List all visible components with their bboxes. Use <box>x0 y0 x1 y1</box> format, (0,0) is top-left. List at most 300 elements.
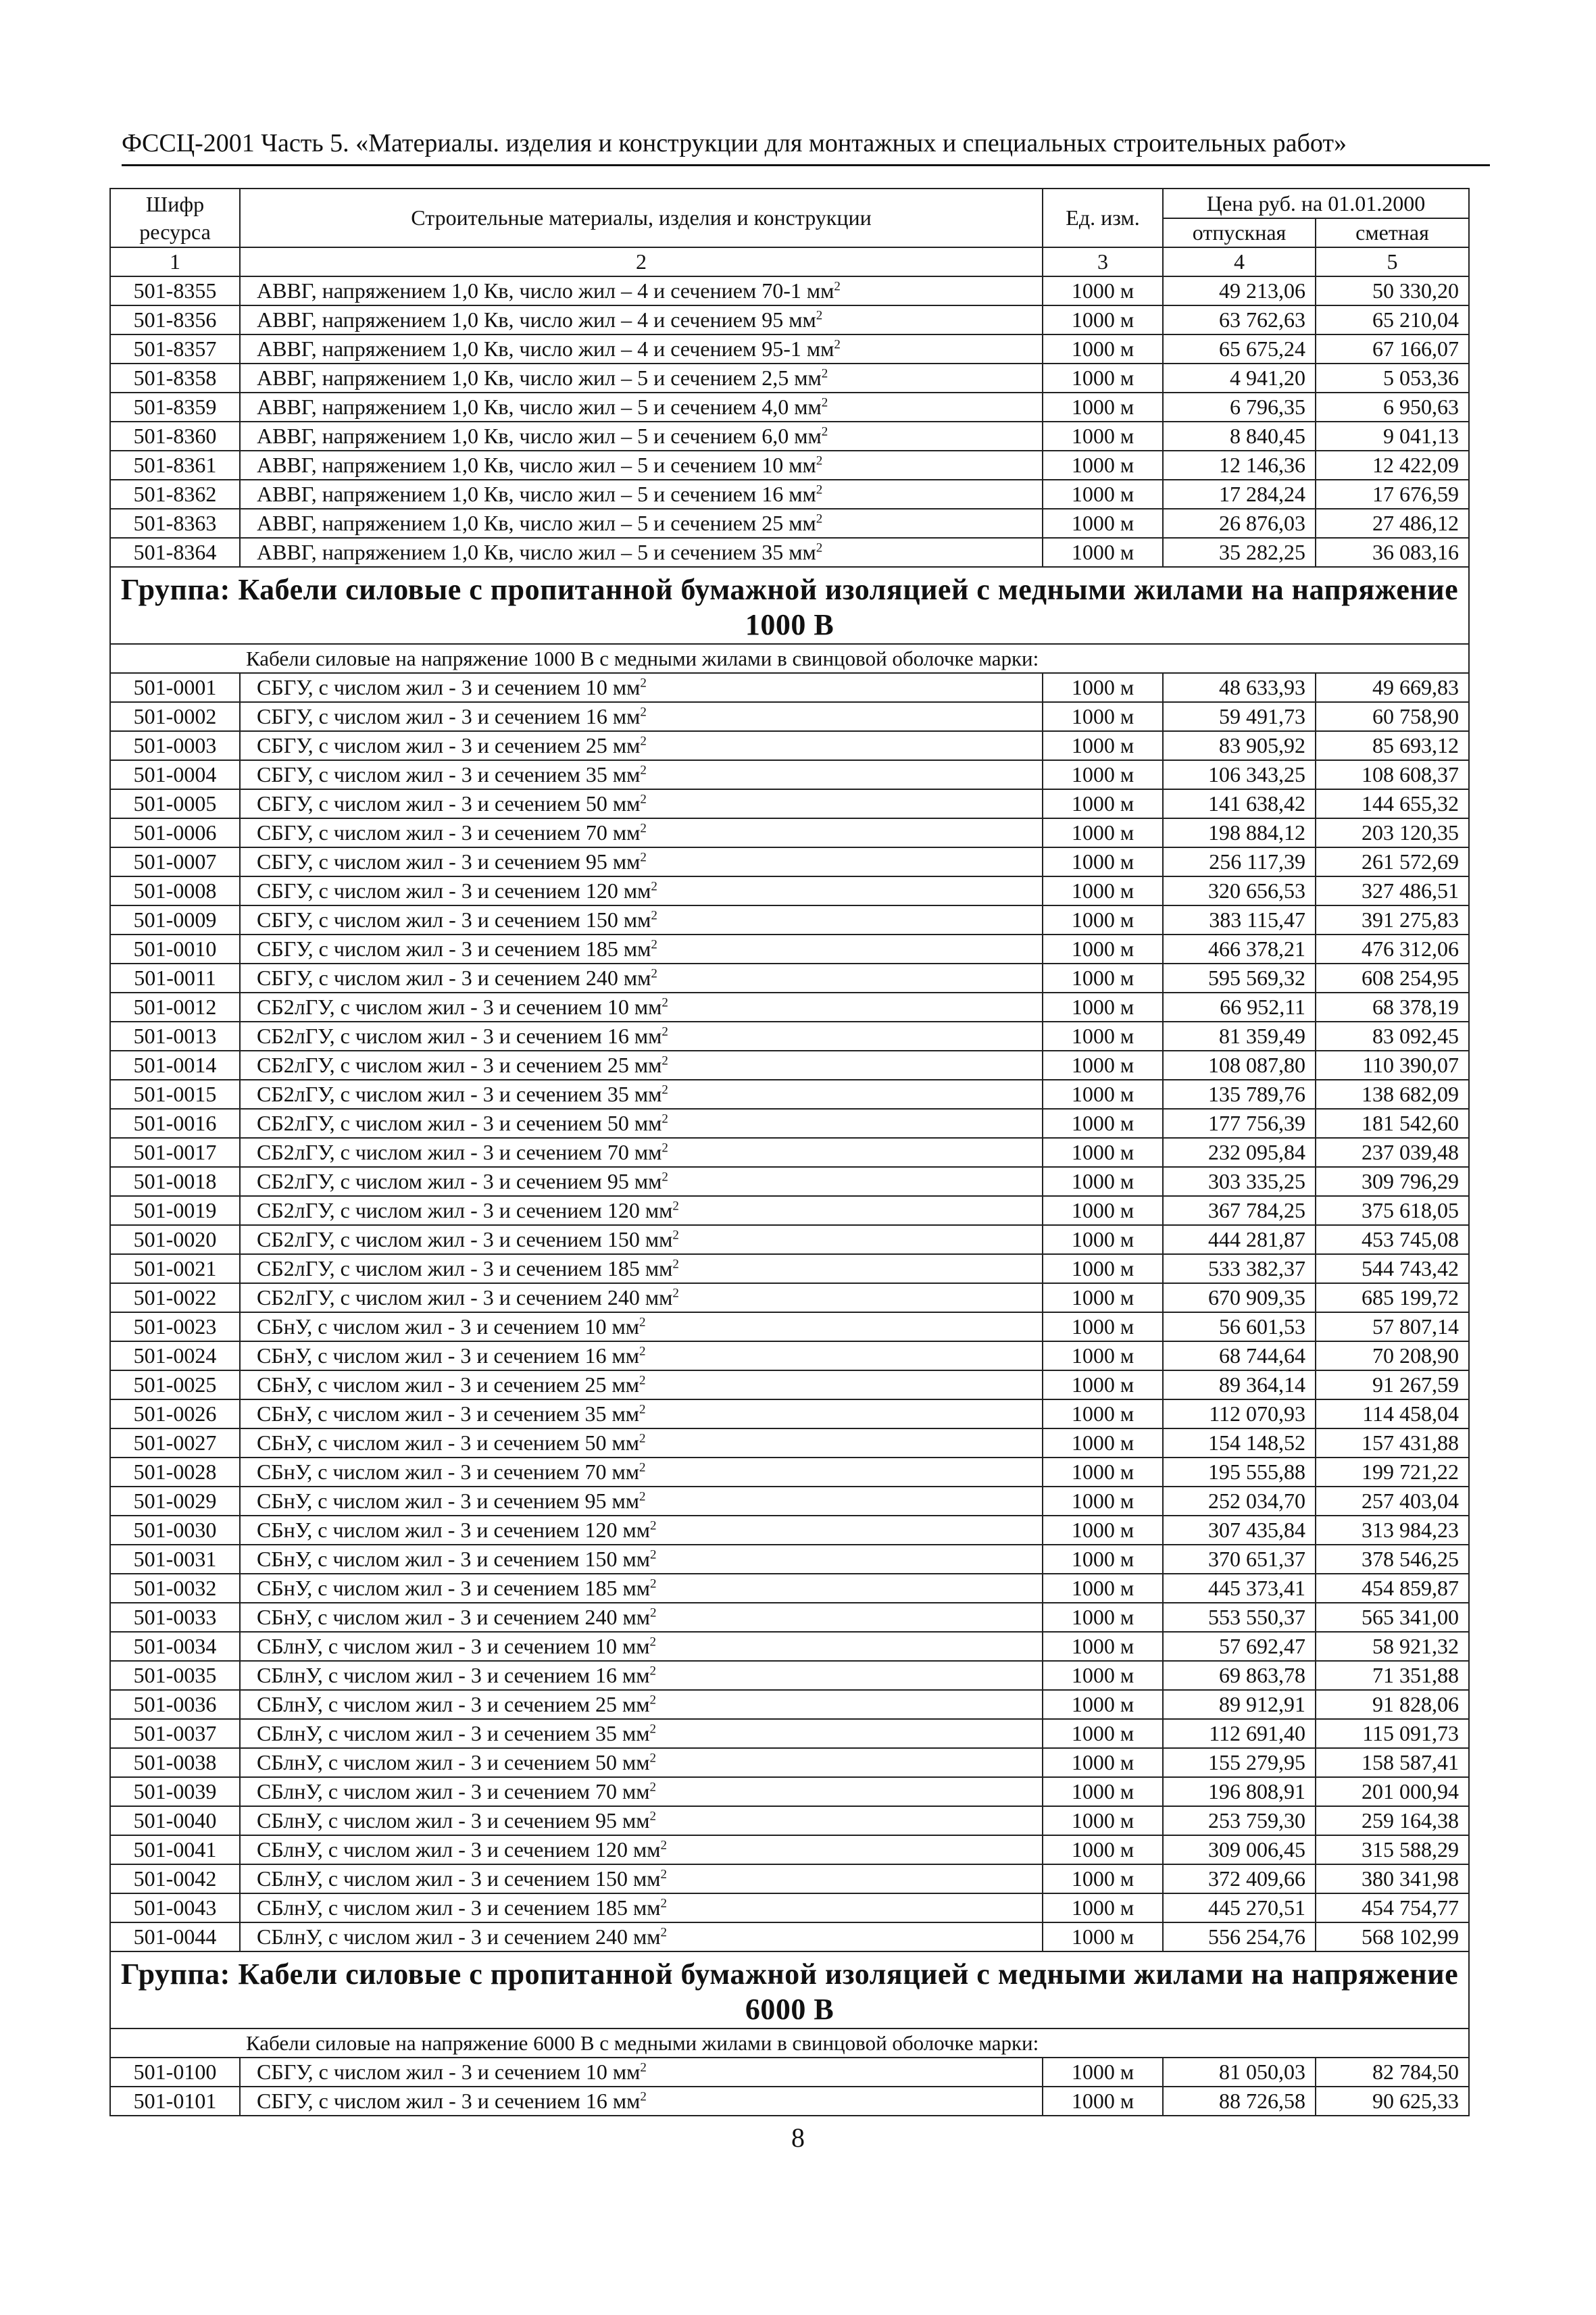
material-name-text: СБнУ, с числом жил - 3 и сечением 35 мм <box>257 1401 639 1426</box>
unit-exponent: 2 <box>821 366 828 381</box>
estimate-price: 327 486,51 <box>1316 876 1469 905</box>
material-name <box>240 964 1043 993</box>
release-price: 444 281,87 <box>1163 1225 1316 1254</box>
material-name-text: СБлнУ, с числом жил - 3 и сечением 70 мм <box>257 1779 650 1803</box>
table-row <box>110 364 1469 393</box>
material-name-text: СБГУ, с числом жил - 3 и сечением 120 мм <box>257 878 651 903</box>
resource-code: 501-0011 <box>110 964 240 993</box>
release-price: 556 254,76 <box>1163 1922 1316 1951</box>
material-name <box>240 1283 1043 1312</box>
resource-code: 501-0036 <box>110 1690 240 1719</box>
unit-of-measure: 1000 м <box>1043 935 1163 964</box>
unit-of-measure: 1000 м <box>1043 451 1163 480</box>
estimate-price: 108 608,37 <box>1316 760 1469 789</box>
estimate-price: 454 754,77 <box>1316 1893 1469 1922</box>
estimate-price: 58 921,32 <box>1316 1632 1469 1661</box>
table-row <box>110 1196 1469 1225</box>
unit-exponent: 2 <box>672 1228 679 1243</box>
material-name <box>240 1748 1043 1777</box>
release-price: 108 087,80 <box>1163 1051 1316 1080</box>
unit-exponent: 2 <box>660 1838 668 1853</box>
table-row <box>110 876 1469 905</box>
table-row <box>110 1370 1469 1399</box>
material-name-text: СБлнУ, с числом жил - 3 и сечением 16 мм <box>257 1663 650 1687</box>
table-row <box>110 673 1469 702</box>
unit-of-measure: 1000 м <box>1043 1283 1163 1312</box>
unit-exponent: 2 <box>649 1809 657 1824</box>
material-name-text: АВВГ, напряжением 1,0 Кв, число жил – 5 и сечением 35 мм <box>257 540 816 564</box>
material-name <box>240 393 1043 422</box>
table-row <box>110 1777 1469 1806</box>
unit-exponent: 2 <box>649 1780 657 1795</box>
unit-exponent: 2 <box>640 792 647 807</box>
unit-of-measure: 1000 м <box>1043 1312 1163 1341</box>
table-row <box>110 422 1469 451</box>
material-name <box>240 1632 1043 1661</box>
table-row <box>110 1632 1469 1661</box>
unit-of-measure: 1000 м <box>1043 1051 1163 1080</box>
unit-exponent: 2 <box>834 337 841 352</box>
release-price: 445 270,51 <box>1163 1893 1316 1922</box>
estimate-price: 114 458,04 <box>1316 1399 1469 1428</box>
table-row <box>110 480 1469 509</box>
unit-of-measure: 1000 м <box>1043 1196 1163 1225</box>
group-subtitle-row <box>110 2028 1469 2058</box>
resource-code: 501-0003 <box>110 731 240 760</box>
material-name-text: СБ2лГУ, с числом жил - 3 и сечением 150 мм <box>257 1227 673 1251</box>
material-name-text: СБ2лГУ, с числом жил - 3 и сечением 50 мм <box>257 1111 662 1135</box>
column-number: 3 <box>1043 247 1163 276</box>
material-name-text: СБлнУ, с числом жил - 3 и сечением 120 мм <box>257 1837 661 1862</box>
unit-exponent: 2 <box>834 279 841 294</box>
unit-of-measure: 1000 м <box>1043 673 1163 702</box>
table-row <box>110 1922 1469 1951</box>
unit-of-measure: 1000 м <box>1043 1370 1163 1399</box>
unit-of-measure: 1000 м <box>1043 876 1163 905</box>
material-name-text: СБнУ, с числом жил - 3 и сечением 185 мм <box>257 1576 650 1600</box>
group-title-row <box>110 567 1469 644</box>
table-header-row <box>110 189 1469 218</box>
estimate-price: 203 120,35 <box>1316 818 1469 847</box>
material-name-text: АВВГ, напряжением 1,0 Кв, число жил – 5 и сечением 4,0 мм <box>257 395 822 419</box>
material-name <box>240 847 1043 876</box>
resource-code: 501-0014 <box>110 1051 240 1080</box>
material-name <box>240 1080 1043 1109</box>
table-row <box>110 1254 1469 1283</box>
material-name-text: СБнУ, с числом жил - 3 и сечением 150 мм <box>257 1547 650 1571</box>
release-price: 89 364,14 <box>1163 1370 1316 1399</box>
resource-code: 501-0044 <box>110 1922 240 1951</box>
resource-code: 501-0012 <box>110 993 240 1022</box>
resource-code: 501-0010 <box>110 935 240 964</box>
unit-exponent: 2 <box>650 1518 657 1533</box>
unit-of-measure: 1000 м <box>1043 1022 1163 1051</box>
resource-code: 501-8359 <box>110 393 240 422</box>
estimate-price: 17 676,59 <box>1316 480 1469 509</box>
unit-of-measure: 1000 м <box>1043 1080 1163 1109</box>
resource-code: 501-0013 <box>110 1022 240 1051</box>
material-name <box>240 1312 1043 1341</box>
release-price: 69 863,78 <box>1163 1661 1316 1690</box>
material-name <box>240 1225 1043 1254</box>
release-price: 553 550,37 <box>1163 1603 1316 1632</box>
unit-of-measure: 1000 м <box>1043 1167 1163 1196</box>
release-price: 66 952,11 <box>1163 993 1316 1022</box>
estimate-price: 313 984,23 <box>1316 1516 1469 1545</box>
table-row <box>110 509 1469 538</box>
unit-exponent: 2 <box>821 395 828 410</box>
unit-of-measure: 1000 м <box>1043 1254 1163 1283</box>
release-price: 112 691,40 <box>1163 1719 1316 1748</box>
estimate-price: 157 431,88 <box>1316 1428 1469 1458</box>
material-name <box>240 1428 1043 1458</box>
estimate-price: 85 693,12 <box>1316 731 1469 760</box>
material-name-text: СБ2лГУ, с числом жил - 3 и сечением 35 мм <box>257 1082 662 1106</box>
table-row <box>110 731 1469 760</box>
unit-exponent: 2 <box>651 966 657 981</box>
release-price: 56 601,53 <box>1163 1312 1316 1341</box>
release-price: 65 675,24 <box>1163 334 1316 364</box>
table-row <box>110 1864 1469 1893</box>
estimate-price: 91 828,06 <box>1316 1690 1469 1719</box>
unit-of-measure: 1000 м <box>1043 422 1163 451</box>
resource-code: 501-0007 <box>110 847 240 876</box>
resource-code: 501-0006 <box>110 818 240 847</box>
estimate-price: 5 053,36 <box>1316 364 1469 393</box>
table-row <box>110 702 1469 731</box>
estimate-price: 257 403,04 <box>1316 1487 1469 1516</box>
unit-of-measure: 1000 м <box>1043 480 1163 509</box>
group-subtitle: Кабели силовые на напряжение 6000 В с медными жилами в свинцовой оболочке марки: <box>110 2028 1469 2058</box>
material-name-text: АВВГ, напряжением 1,0 Кв, число жил – 4 и сечением 70-1 мм <box>257 278 834 303</box>
table-row <box>110 1051 1469 1080</box>
material-name <box>240 334 1043 364</box>
material-name <box>240 1370 1043 1399</box>
material-name-text: СБГУ, с числом жил - 3 и сечением 16 мм <box>257 704 641 728</box>
unit-of-measure: 1000 м <box>1043 1748 1163 1777</box>
unit-of-measure: 1000 м <box>1043 1603 1163 1632</box>
material-name <box>240 1341 1043 1370</box>
estimate-price: 261 572,69 <box>1316 847 1469 876</box>
table-row <box>110 905 1469 935</box>
unit-exponent: 2 <box>639 1315 646 1330</box>
unit-of-measure: 1000 м <box>1043 538 1163 567</box>
unit-exponent: 2 <box>672 1257 679 1272</box>
unit-of-measure: 1000 м <box>1043 1458 1163 1487</box>
unit-of-measure: 1000 м <box>1043 1864 1163 1893</box>
resource-code: 501-0034 <box>110 1632 240 1661</box>
table-row <box>110 1080 1469 1109</box>
estimate-price: 391 275,83 <box>1316 905 1469 935</box>
material-name <box>240 2087 1043 2116</box>
table-row <box>110 935 1469 964</box>
table-row <box>110 964 1469 993</box>
unit-of-measure: 1000 м <box>1043 905 1163 935</box>
unit-exponent: 2 <box>640 2060 647 2075</box>
price-table <box>109 188 1470 2116</box>
material-name <box>240 905 1043 935</box>
table-row <box>110 1022 1469 1051</box>
table-row <box>110 393 1469 422</box>
material-name <box>240 1399 1043 1428</box>
column-number: 2 <box>240 247 1043 276</box>
table-row <box>110 760 1469 789</box>
estimate-price: 67 166,07 <box>1316 334 1469 364</box>
material-name <box>240 1516 1043 1545</box>
group-subtitle-row <box>110 644 1469 673</box>
table-row <box>110 538 1469 567</box>
table-row <box>110 1545 1469 1574</box>
material-name-text: СБ2лГУ, с числом жил - 3 и сечением 10 мм <box>257 995 662 1019</box>
material-name <box>240 1254 1043 1283</box>
resource-code: 501-0100 <box>110 2058 240 2087</box>
unit-exponent: 2 <box>660 1867 668 1882</box>
material-name-text: СБГУ, с числом жил - 3 и сечением 35 мм <box>257 762 641 787</box>
unit-exponent: 2 <box>649 1693 657 1708</box>
unit-of-measure: 1000 м <box>1043 1632 1163 1661</box>
material-name <box>240 876 1043 905</box>
resource-code: 501-8358 <box>110 364 240 393</box>
material-name-text: СБГУ, с числом жил - 3 и сечением 70 мм <box>257 820 641 845</box>
unit-exponent: 2 <box>662 1082 668 1097</box>
release-price: 63 762,63 <box>1163 305 1316 334</box>
resource-code: 501-8362 <box>110 480 240 509</box>
release-price: 307 435,84 <box>1163 1516 1316 1545</box>
material-name <box>240 538 1043 567</box>
table-row <box>110 1806 1469 1835</box>
unit-exponent: 2 <box>816 453 823 468</box>
material-name <box>240 1835 1043 1864</box>
resource-code: 501-0039 <box>110 1777 240 1806</box>
material-name <box>240 1051 1043 1080</box>
resource-code: 501-0026 <box>110 1399 240 1428</box>
release-price: 48 633,93 <box>1163 673 1316 702</box>
resource-code: 501-0037 <box>110 1719 240 1748</box>
unit-exponent: 2 <box>649 1722 657 1737</box>
unit-exponent: 2 <box>816 482 823 497</box>
material-name-text: СБ2лГУ, с числом жил - 3 и сечением 70 мм <box>257 1140 662 1164</box>
unit-exponent: 2 <box>639 1373 646 1388</box>
material-name-text: СБлнУ, с числом жил - 3 и сечением 50 мм <box>257 1750 650 1774</box>
resource-code: 501-0027 <box>110 1428 240 1458</box>
price-table-body <box>110 189 1469 2116</box>
table-row <box>110 1603 1469 1632</box>
material-name <box>240 760 1043 789</box>
material-name-text: СБГУ, с числом жил - 3 и сечением 10 мм <box>257 675 641 699</box>
release-price: 595 569,32 <box>1163 964 1316 993</box>
unit-exponent: 2 <box>639 1402 646 1417</box>
estimate-price: 199 721,22 <box>1316 1458 1469 1487</box>
unit-of-measure: 1000 м <box>1043 1138 1163 1167</box>
estimate-price: 70 208,90 <box>1316 1341 1469 1370</box>
material-name-text: СБнУ, с числом жил - 3 и сечением 10 мм <box>257 1314 639 1339</box>
material-name-text: АВВГ, напряжением 1,0 Кв, число жил – 4 и сечением 95-1 мм <box>257 337 834 361</box>
unit-of-measure: 1000 м <box>1043 789 1163 818</box>
release-price: 112 070,93 <box>1163 1399 1316 1428</box>
material-name-text: СБ2лГУ, с числом жил - 3 и сечением 16 мм <box>257 1024 662 1048</box>
material-name-text: СБ2лГУ, с числом жил - 3 и сечением 95 мм <box>257 1169 662 1193</box>
resource-code: 501-0040 <box>110 1806 240 1835</box>
unit-of-measure: 1000 м <box>1043 1341 1163 1370</box>
estimate-price: 12 422,09 <box>1316 451 1469 480</box>
table-row <box>110 451 1469 480</box>
material-name <box>240 935 1043 964</box>
unit-exponent: 2 <box>650 1576 657 1591</box>
column-header-code: Шифр ресурса <box>110 189 240 247</box>
unit-exponent: 2 <box>640 705 647 720</box>
unit-of-measure: 1000 м <box>1043 731 1163 760</box>
estimate-price: 568 102,99 <box>1316 1922 1469 1951</box>
release-price: 256 117,39 <box>1163 847 1316 876</box>
release-price: 35 282,25 <box>1163 538 1316 567</box>
unit-of-measure: 1000 м <box>1043 1487 1163 1516</box>
unit-of-measure: 1000 м <box>1043 847 1163 876</box>
estimate-price: 36 083,16 <box>1316 538 1469 567</box>
unit-exponent: 2 <box>662 1170 668 1185</box>
estimate-price: 50 330,20 <box>1316 276 1469 305</box>
material-name <box>240 1022 1043 1051</box>
unit-exponent: 2 <box>639 1344 646 1359</box>
material-name <box>240 1864 1043 1893</box>
group-title-row <box>110 1951 1469 2028</box>
unit-of-measure: 1000 м <box>1043 364 1163 393</box>
material-name-text: СБ2лГУ, с числом жил - 3 и сечением 120 мм <box>257 1198 673 1222</box>
column-header-estimate: сметная <box>1316 218 1469 247</box>
resource-code: 501-0038 <box>110 1748 240 1777</box>
material-name-text: СБнУ, с числом жил - 3 и сечением 25 мм <box>257 1372 639 1397</box>
unit-exponent: 2 <box>639 1460 646 1475</box>
release-price: 370 651,37 <box>1163 1545 1316 1574</box>
unit-of-measure: 1000 м <box>1043 509 1163 538</box>
estimate-price: 144 655,32 <box>1316 789 1469 818</box>
estimate-price: 454 859,87 <box>1316 1574 1469 1603</box>
unit-of-measure: 1000 м <box>1043 1225 1163 1254</box>
material-name <box>240 1138 1043 1167</box>
material-name <box>240 1196 1043 1225</box>
release-price: 198 884,12 <box>1163 818 1316 847</box>
material-name <box>240 1487 1043 1516</box>
release-price: 83 905,92 <box>1163 731 1316 760</box>
resource-code: 501-0002 <box>110 702 240 731</box>
resource-code: 501-0016 <box>110 1109 240 1138</box>
table-row <box>110 1109 1469 1138</box>
resource-code: 501-0030 <box>110 1516 240 1545</box>
column-header-release: отпускная <box>1163 218 1316 247</box>
column-number: 5 <box>1316 247 1469 276</box>
estimate-price: 181 542,60 <box>1316 1109 1469 1138</box>
release-price: 320 656,53 <box>1163 876 1316 905</box>
material-name-text: СБлнУ, с числом жил - 3 и сечением 35 мм <box>257 1721 650 1745</box>
resource-code: 501-0042 <box>110 1864 240 1893</box>
unit-exponent: 2 <box>649 1635 657 1649</box>
unit-of-measure: 1000 м <box>1043 964 1163 993</box>
release-price: 372 409,66 <box>1163 1864 1316 1893</box>
unit-of-measure: 1000 м <box>1043 1574 1163 1603</box>
material-name-text: СБнУ, с числом жил - 3 и сечением 240 мм <box>257 1605 650 1629</box>
estimate-price: 71 351,88 <box>1316 1661 1469 1690</box>
material-name-text: АВВГ, напряжением 1,0 Кв, число жил – 5 и сечением 10 мм <box>257 453 816 477</box>
estimate-price: 60 758,90 <box>1316 702 1469 731</box>
material-name <box>240 1109 1043 1138</box>
estimate-price: 158 587,41 <box>1316 1748 1469 1777</box>
table-row <box>110 1428 1469 1458</box>
unit-exponent: 2 <box>662 1112 668 1126</box>
release-price: 309 006,45 <box>1163 1835 1316 1864</box>
material-name <box>240 480 1043 509</box>
unit-exponent: 2 <box>660 1925 668 1940</box>
material-name-text: АВВГ, напряжением 1,0 Кв, число жил – 5 и сечением 6,0 мм <box>257 424 822 448</box>
material-name <box>240 1458 1043 1487</box>
estimate-price: 110 390,07 <box>1316 1051 1469 1080</box>
release-price: 533 382,37 <box>1163 1254 1316 1283</box>
estimate-price: 68 378,19 <box>1316 993 1469 1022</box>
unit-exponent: 2 <box>650 1605 657 1620</box>
unit-of-measure: 1000 м <box>1043 2087 1163 2116</box>
release-price: 68 744,64 <box>1163 1341 1316 1370</box>
material-name <box>240 818 1043 847</box>
material-name-text: АВВГ, напряжением 1,0 Кв, число жил – 5 и сечением 16 мм <box>257 482 816 506</box>
unit-exponent: 2 <box>640 821 647 836</box>
material-name <box>240 305 1043 334</box>
release-price: 6 796,35 <box>1163 393 1316 422</box>
resource-code: 501-0017 <box>110 1138 240 1167</box>
unit-exponent: 2 <box>640 850 647 865</box>
table-row <box>110 1748 1469 1777</box>
table-row <box>110 818 1469 847</box>
material-name <box>240 276 1043 305</box>
estimate-price: 27 486,12 <box>1316 509 1469 538</box>
material-name-text: СБнУ, с числом жил - 3 и сечением 120 мм <box>257 1518 650 1542</box>
table-row <box>110 276 1469 305</box>
material-name-text: СБнУ, с числом жил - 3 и сечением 70 мм <box>257 1460 639 1484</box>
unit-of-measure: 1000 м <box>1043 1109 1163 1138</box>
release-price: 12 146,36 <box>1163 451 1316 480</box>
resource-code: 501-8360 <box>110 422 240 451</box>
unit-exponent: 2 <box>660 1896 668 1911</box>
group-subtitle: Кабели силовые на напряжение 1000 В с медными жилами в свинцовой оболочке марки: <box>110 644 1469 673</box>
material-name <box>240 702 1043 731</box>
unit-of-measure: 1000 м <box>1043 1690 1163 1719</box>
estimate-price: 375 618,05 <box>1316 1196 1469 1225</box>
table-row <box>110 1516 1469 1545</box>
material-name <box>240 1603 1043 1632</box>
unit-of-measure: 1000 м <box>1043 1661 1163 1690</box>
table-row <box>110 847 1469 876</box>
estimate-price: 453 745,08 <box>1316 1225 1469 1254</box>
material-name-text: СБГУ, с числом жил - 3 и сечением 10 мм <box>257 2060 641 2084</box>
unit-exponent: 2 <box>640 2089 647 2104</box>
resource-code: 501-0023 <box>110 1312 240 1341</box>
material-name-text: СБлнУ, с числом жил - 3 и сечением 10 мм <box>257 1634 650 1658</box>
unit-of-measure: 1000 м <box>1043 1835 1163 1864</box>
estimate-price: 309 796,29 <box>1316 1167 1469 1196</box>
unit-exponent: 2 <box>651 879 657 894</box>
group-title: Группа: Кабели силовые с пропитанной бумажной изоляцией с медными жилами на напряжение 6000 В <box>110 1951 1469 2028</box>
table-row <box>110 1458 1469 1487</box>
release-price: 303 335,25 <box>1163 1167 1316 1196</box>
material-name-text: СБлнУ, с числом жил - 3 и сечением 150 мм <box>257 1866 661 1891</box>
material-name <box>240 1661 1043 1690</box>
column-header-name: Строительные материалы, изделия и конструкции <box>240 189 1043 247</box>
release-price: 670 909,35 <box>1163 1283 1316 1312</box>
table-row <box>110 1719 1469 1748</box>
release-price: 177 756,39 <box>1163 1109 1316 1138</box>
material-name-text: АВВГ, напряжением 1,0 Кв, число жил – 4 и сечением 95 мм <box>257 307 816 332</box>
table-row <box>110 2058 1469 2087</box>
unit-of-measure: 1000 м <box>1043 1545 1163 1574</box>
resource-code: 501-0031 <box>110 1545 240 1574</box>
resource-code: 501-0035 <box>110 1661 240 1690</box>
